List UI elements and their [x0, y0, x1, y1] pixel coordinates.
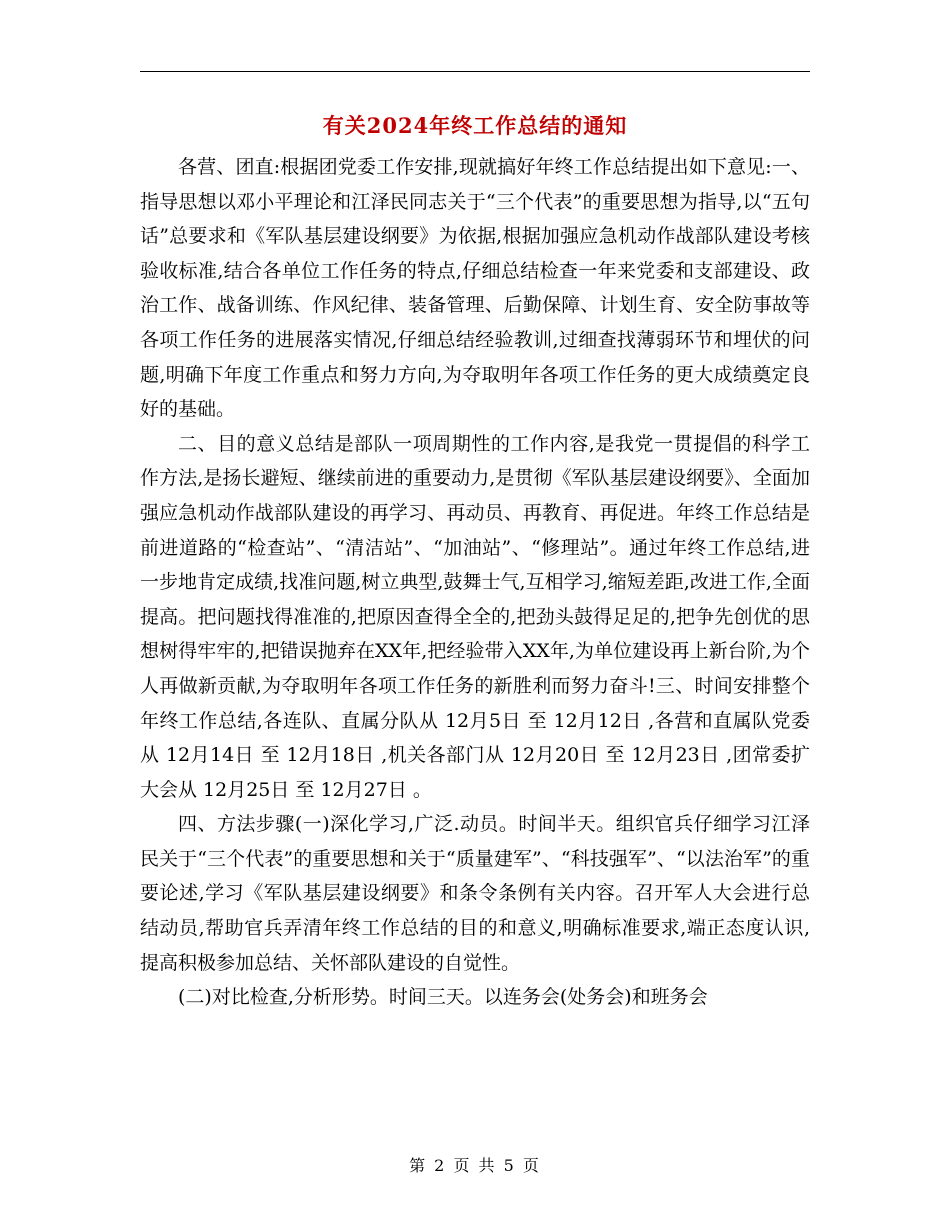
- document-title: 有关2024年终工作总结的通知: [322, 113, 628, 138]
- paragraph-3: 四、方法步骤(一)深化学习,广泛.动员。时间半天。组织官兵仔细学习江泽民关于“三个代表”的重要思想和关于“质量建军”、“科技强军”、“以法治军”的重要论述,学习《军队基层建设纲要》和条令条例有关内容。召开军人大会进行总结动员,帮助官兵弄清年终工作总结的目的和意义,明确标准要求,端正态度认识,提高积极参加总结、关怀部队建设的自觉性。: [140, 813, 810, 974]
- page-number-footer: 第 2 页 共 5 页: [409, 1156, 541, 1175]
- header-rule: [140, 71, 810, 72]
- paragraph-2: 二、目的意义总结是部队一项周期性的工作内容,是我党一贯提倡的科学工作方法,是扬长避短、继续前进的重要动力,是贯彻《军队基层建设纲要》、全面加强应急机动作战部队建设的再学习、再动员、再教育、再促进。年终工作总结是前进道路的“检查站”、“清洁站”、“加油站”、“修理站”。通过年终工作总结,进一步地肯定成绩,找准问题,树立典型,鼓舞士气,互相学习,缩短差距,改进工作,全面提高。把问题找得准准的,把原因查得全全的,把劲头鼓得足足的,把争先创优的思想树得牢牢的,把错误抛弃在XX年,把经验带入XX年,为单位建设再上新台阶,为个人再做新贡献,为夺取明年各项工作任务的新胜利而努力奋斗!三、时间安排整个年终工作总结,各连队、直属分队从 12月5日 至 12月12日 ,各营和直属队党委从 12月14日 至 12月18日 ,机关各部门从 12月20日 至 12月23日 ,团常委扩大会从 12月25日 至 12月27日 。: [140, 432, 810, 801]
- document-body: [140, 150, 810, 1015]
- paragraph-4: (二)对比检查,分析形势。时间三天。以连务会(处务会)和班务会: [178, 986, 708, 1009]
- paragraph-1: 各营、团直:根据团党委工作安排,现就搞好年终工作总结提出如下意见:一、指导思想以邓小平理论和江泽民同志关于“三个代表”的重要思想为指导,以“五句话”总要求和《军队基层建设纲要》为依据,根据加强应急机动作战部队建设考核验收标准,结合各单位工作任务的特点,仔细总结检查一年来党委和支部建设、政治工作、战备训练、作风纪律、装备管理、后勤保障、计划生育、安全防事故等各项工作任务的进展落实情况,仔细总结经验教训,过细查找薄弱环节和埋伏的问题,明确下年度工作重点和努力方向,为夺取明年各项工作任务的更大成绩奠定良好的基础。: [140, 156, 810, 421]
